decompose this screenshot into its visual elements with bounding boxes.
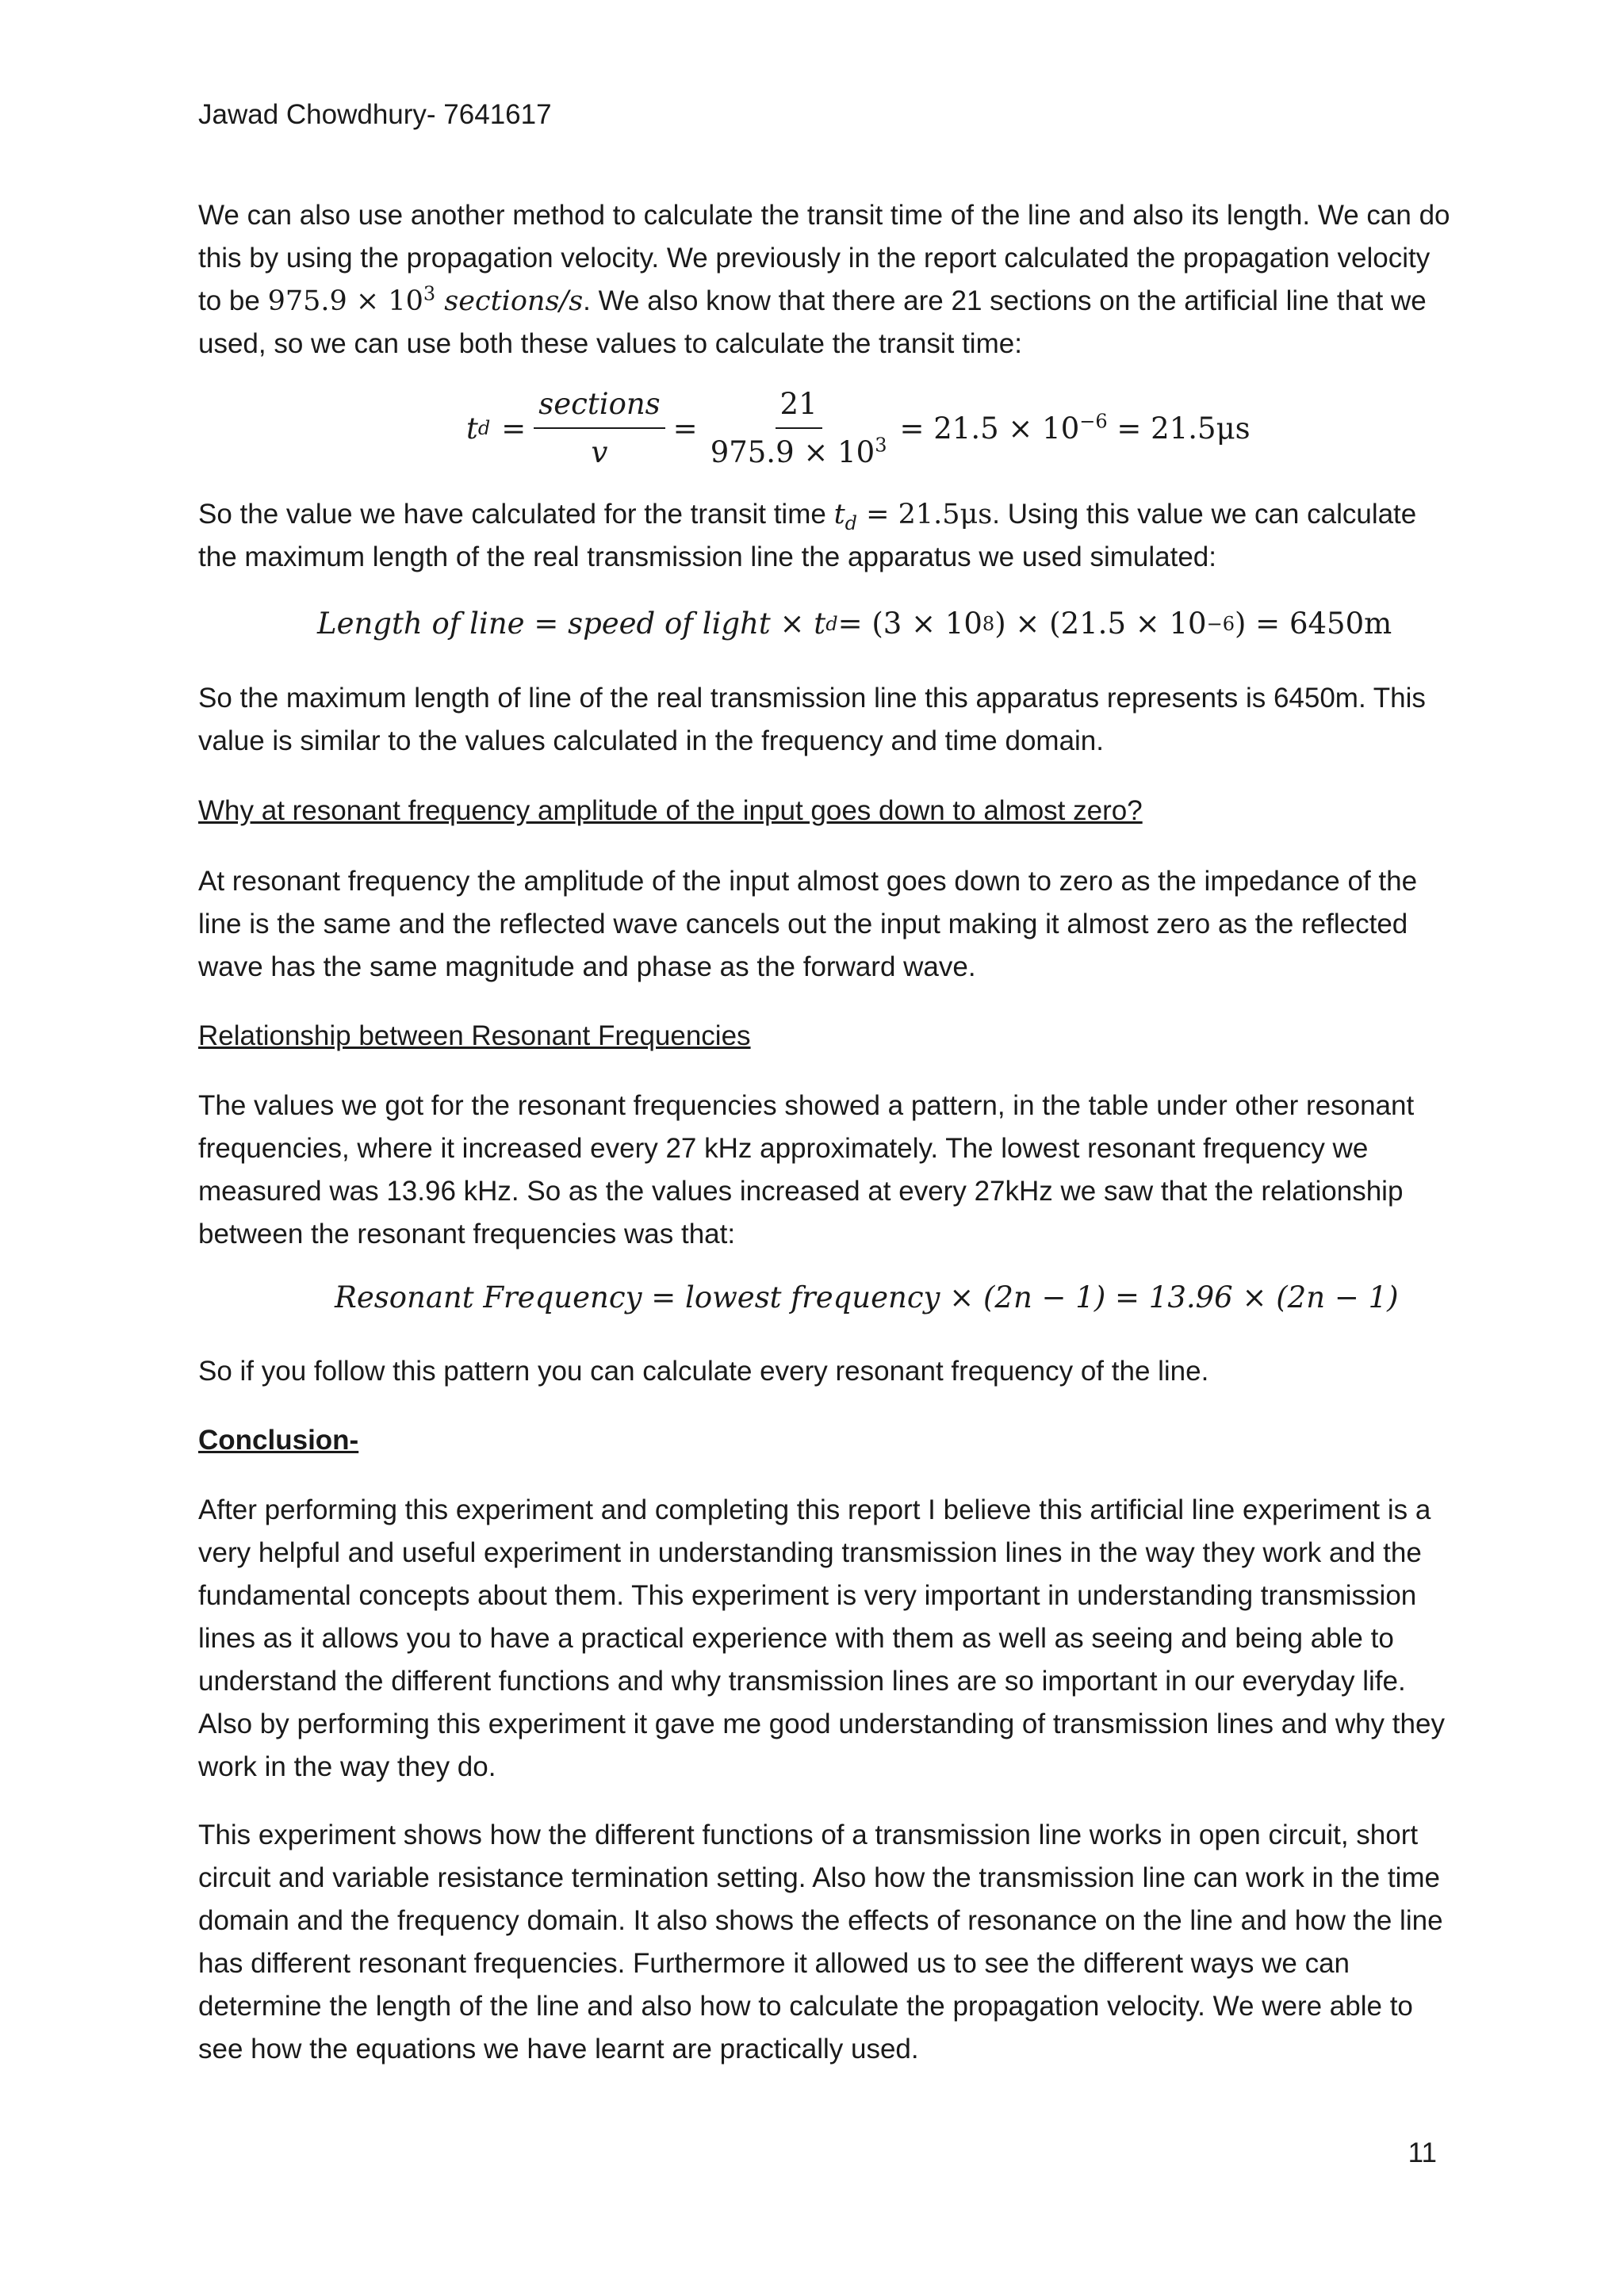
paragraph-text: . Using this value we can calculate the maximum length of the real transmission line the apparatus we used simulated: bbox=[198, 499, 1417, 572]
paragraph-resonant-pattern: The values we got for the resonant frequencies showed a pattern, in the table under other resonant frequencies, where it increased every 27 kHz approximately. The lowest resonant frequency we measured was 13.96 kHz. So as the values increased at every 27kHz we saw that the relationship between the resonant frequencies was that: bbox=[198, 1090, 1415, 1249]
eq-equals: = bbox=[672, 411, 698, 446]
paragraph-length-conclusion: So the maximum length of line of the real transmission line this apparatus represents is 6450m. This value is similar to the values calculated in the frequency and time domain. bbox=[198, 683, 1426, 756]
math-exponent: 3 bbox=[875, 434, 887, 457]
fraction-numerator: 21 bbox=[776, 387, 822, 429]
equation-transit-time: t d = $\frac{\text{sections}}{v}$ = $\frac{21}{975.9 \times 10^3}$ = $21.5 \times 10^{-6} = 21.5\mu s$ bbox=[466, 387, 1251, 469]
fraction-denominator bbox=[706, 429, 892, 469]
heading-resonant-relationship: Relationship between Resonant Frequencies bbox=[198, 1020, 751, 1051]
math-exponent: −6 bbox=[1079, 410, 1108, 433]
fraction-denominator: v bbox=[591, 435, 608, 469]
math-value: = 21.5μs bbox=[1107, 411, 1251, 446]
paragraph-resonant-amplitude: At resonant frequency the amplitude of the input almost goes down to zero as the impedance of the line is the same and the reflected wave cancels out the input making it almost zero as the reflected wave has the same magnitude and phase as the forward wave. bbox=[198, 866, 1418, 982]
math-value: Resonant Frequency = lowest frequency × (2n − 1) = 13.96 × (2n − 1) bbox=[335, 1280, 1399, 1314]
fraction-numerator: sections bbox=[534, 387, 665, 429]
math-value: ) × (21.5 × 10 bbox=[994, 607, 1207, 641]
paragraph-transit-result bbox=[198, 493, 1451, 579]
eq-equals: = bbox=[501, 411, 527, 446]
fraction-sections-over-v bbox=[534, 387, 665, 469]
math-value: 975.9 × 10 bbox=[710, 435, 875, 469]
math-exponent: 3 bbox=[423, 282, 436, 305]
paragraph-propagation-method bbox=[198, 194, 1451, 365]
math-value: = 21.5 × 10 bbox=[899, 411, 1080, 446]
math-unit: sections/s bbox=[435, 285, 584, 317]
inline-math-td: $t_d = 21.5\mu s$ bbox=[833, 499, 993, 534]
heading-conclusion: Conclusion- bbox=[198, 1425, 359, 1456]
eq-var: t bbox=[466, 411, 478, 446]
paragraph-text: We can also use another method to calculate the transit time of the line and also its length. We can do this by using the propagation velocity. We previously in the report calculated the propagation velocity to be bbox=[198, 200, 1450, 316]
eq-result bbox=[900, 411, 1251, 446]
page-header: Jawad Chowdhury- 7641617 bbox=[198, 99, 552, 130]
heading-resonant-amplitude: Why at resonant frequency amplitude of the input goes down to almost zero? bbox=[198, 795, 1143, 826]
math-value: 975.9 × 10 bbox=[267, 285, 423, 317]
paragraph-text: . We also know that there are 21 sections on the artificial line that we used, so we can use both these values to calculate the transit time: bbox=[198, 285, 1427, 359]
math-value: ) = 6450m bbox=[1234, 607, 1392, 641]
inline-math-velocity bbox=[267, 282, 584, 317]
paragraph-conclusion-2: This experiment shows how the different functions of a transmission line works in open circuit, short circuit and variable resistance termination setting. Also how the transmission line can work in the time domain and the frequency domain. It also shows the effects of resonance on the line and how the line has different resonant frequencies. Furthermore it allowed us to see the different ways we can determine the length of the line and also how to calculate the propagation velocity. We were able to see how the equations we have learnt are practically used. bbox=[198, 1820, 1443, 2064]
math-value: = (3 × 10 bbox=[837, 607, 982, 641]
math-value: Length of line = speed of light × t bbox=[317, 607, 826, 641]
page-number: 11 bbox=[1408, 2137, 1437, 2168]
math-value: = 21.5μs bbox=[866, 499, 993, 530]
paragraph-follow-pattern: So if you follow this pattern you can calculate every resonant frequency of the line. bbox=[198, 1356, 1209, 1387]
equation-line-length: Length of line = speed of light × t d = (3 × 10 8 ) × (21.5 × 10 −6 ) = 6450m bbox=[317, 607, 1392, 641]
equation-resonant-frequency bbox=[335, 1280, 1399, 1314]
paragraph-conclusion-1: After performing this experiment and completing this report I believe this artificial line experiment is a very helpful and useful experiment in understanding transmission lines in the way they work and the fundamental concepts about them. This experiment is very important in understanding transmission lines as it allows you to have a practical experience with them as well as seeing and being able to understand the different functions and why transmission lines are so important in our everyday life. Also by performing this experiment it gave me good understanding of transmission lines and why they work in the way they do. bbox=[198, 1494, 1445, 1782]
fraction-21-over-velocity bbox=[706, 387, 892, 469]
paragraph-text: So the value we have calculated for the transit time bbox=[198, 499, 834, 530]
